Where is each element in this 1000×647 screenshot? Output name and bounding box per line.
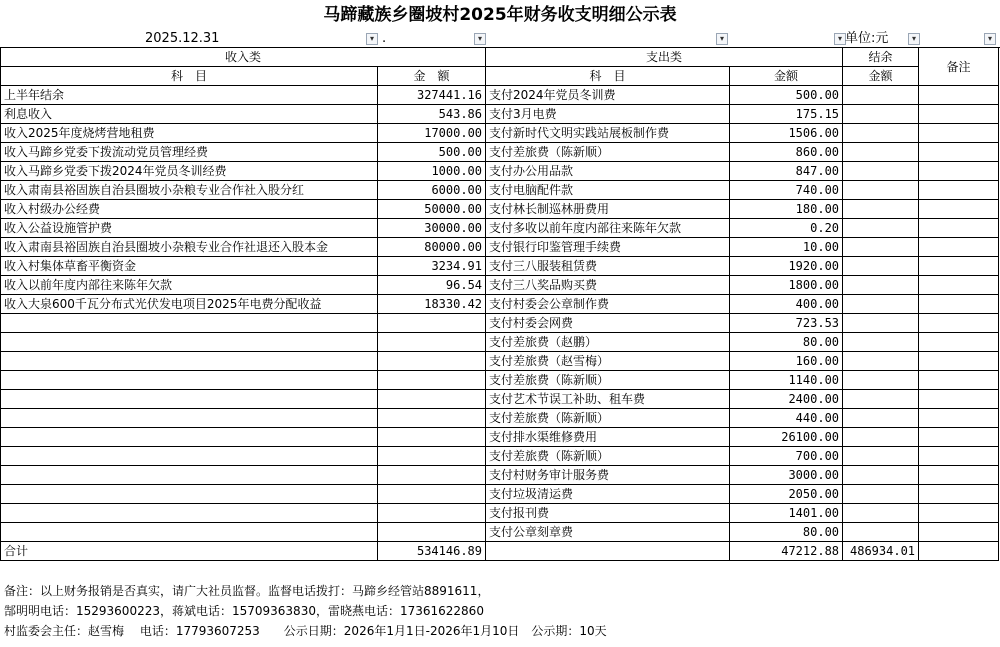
- balance-cell[interactable]: [843, 371, 919, 390]
- income-subject-cell[interactable]: [1, 409, 378, 428]
- table-row: [1, 314, 999, 333]
- expense-subject-cell[interactable]: 支付差旅费（陈新顺）: [486, 409, 730, 428]
- balance-cell[interactable]: [843, 485, 919, 504]
- expense-subject-cell[interactable]: 支付三八奖品购买费: [486, 276, 730, 295]
- expense-amount-cell[interactable]: 80.00: [730, 333, 843, 352]
- expense-subject-cell[interactable]: 支付差旅费（陈新顺）: [486, 447, 730, 466]
- note-line: 郜明明电话：15293600223，蒋斌电话：15709363830，雷晓燕电话：17361622860: [4, 604, 484, 618]
- income-amount-cell[interactable]: [378, 409, 486, 428]
- remark-total[interactable]: [919, 542, 999, 561]
- remark-cell[interactable]: [919, 86, 999, 105]
- expense-amount-cell[interactable]: 180.00: [730, 200, 843, 219]
- balance-cell[interactable]: [843, 447, 919, 466]
- income-amount-cell[interactable]: 96.54: [378, 276, 486, 295]
- income-header: 收入类: [1, 48, 486, 67]
- remark-cell[interactable]: [919, 352, 999, 371]
- income-amount-cell[interactable]: 6000.00: [378, 181, 486, 200]
- income-amount-header: 金 额: [378, 67, 486, 86]
- income-amount-cell[interactable]: [378, 447, 486, 466]
- expense-subject-cell[interactable]: 支付3月电费: [486, 105, 730, 124]
- income-amount-cell[interactable]: 17000.00: [378, 124, 486, 143]
- date-cell: 2025.12.31: [145, 31, 220, 46]
- balance-cell[interactable]: [843, 352, 919, 371]
- table-row: [1, 124, 999, 143]
- table-row: [1, 390, 999, 409]
- remark-cell[interactable]: [919, 276, 999, 295]
- remark-header: 备注: [919, 48, 999, 86]
- expense-amount-cell[interactable]: 740.00: [730, 181, 843, 200]
- income-amount-cell[interactable]: [378, 333, 486, 352]
- expense-amount-cell[interactable]: 1506.00: [730, 124, 843, 143]
- balance-cell[interactable]: [843, 390, 919, 409]
- expense-subject-cell[interactable]: 支付办公用品款: [486, 162, 730, 181]
- chevron-down-icon[interactable]: ▾: [366, 33, 378, 45]
- totals-row: [1, 542, 999, 561]
- note-line: 村监委会主任：赵雪梅 电话：17793607253 公示日期：2026年1月1日-2026年1月10日 公示期：10天: [4, 624, 607, 638]
- unit-cell: 单位:元: [845, 31, 889, 46]
- table-row: [1, 428, 999, 447]
- page-title: 马蹄藏族乡圈坡村2025年财务收支明细公示表: [323, 5, 677, 25]
- income-subject-cell[interactable]: [1, 428, 378, 447]
- remark-cell[interactable]: [919, 314, 999, 333]
- table-row: [1, 371, 999, 390]
- expense-amount-cell[interactable]: 400.00: [730, 295, 843, 314]
- remark-cell[interactable]: [919, 200, 999, 219]
- income-amount-cell[interactable]: 18330.42: [378, 295, 486, 314]
- expense-amount-cell[interactable]: 700.00: [730, 447, 843, 466]
- income-amount-cell[interactable]: [378, 390, 486, 409]
- remark-cell[interactable]: [919, 333, 999, 352]
- expense-amount-cell[interactable]: 860.00: [730, 143, 843, 162]
- expense-subject-header: 科 目: [486, 67, 730, 86]
- table-row: [1, 162, 999, 181]
- expense-subject-cell[interactable]: 支付排水渠维修费用: [486, 428, 730, 447]
- income-subject-cell[interactable]: [1, 352, 378, 371]
- table-row: [1, 523, 999, 542]
- balance-cell[interactable]: [843, 143, 919, 162]
- expense-amount-cell[interactable]: 26100.00: [730, 428, 843, 447]
- table-row: [1, 352, 999, 371]
- expense-amount-header: 金额: [730, 67, 843, 86]
- income-subject-cell[interactable]: [1, 314, 378, 333]
- balance-cell[interactable]: [843, 295, 919, 314]
- income-amount-cell[interactable]: 327441.16: [378, 86, 486, 105]
- income-subject-cell[interactable]: 利息收入: [1, 105, 378, 124]
- expense-subject-cell[interactable]: 支付村财务审计服务费: [486, 466, 730, 485]
- table-row: [1, 200, 999, 219]
- expense-subject-cell[interactable]: 支付银行印鉴管理手续费: [486, 238, 730, 257]
- balance-cell[interactable]: [843, 86, 919, 105]
- balance-cell[interactable]: [843, 466, 919, 485]
- balance-cell[interactable]: [843, 105, 919, 124]
- expense-subject-cell[interactable]: 支付艺术节误工补助、租车费: [486, 390, 730, 409]
- income-amount-cell[interactable]: 500.00: [378, 143, 486, 162]
- expense-subject-cell[interactable]: 支付报刊费: [486, 504, 730, 523]
- expense-subject-cell[interactable]: 支付新时代文明实践站展板制作费: [486, 124, 730, 143]
- balance-cell[interactable]: [843, 238, 919, 257]
- chevron-down-icon[interactable]: ▾: [984, 33, 996, 45]
- expense-subject-cell[interactable]: 支付垃圾清运费: [486, 485, 730, 504]
- table-row: [1, 295, 999, 314]
- remark-cell[interactable]: [919, 409, 999, 428]
- expense-amount-cell[interactable]: 0.20: [730, 219, 843, 238]
- expense-amount-cell[interactable]: 1401.00: [730, 504, 843, 523]
- remark-cell[interactable]: [919, 295, 999, 314]
- remark-cell[interactable]: [919, 181, 999, 200]
- expense-amount-cell[interactable]: 2050.00: [730, 485, 843, 504]
- expense-amount-cell[interactable]: 3000.00: [730, 466, 843, 485]
- remark-cell[interactable]: [919, 238, 999, 257]
- income-subject-cell[interactable]: [1, 390, 378, 409]
- income-amount-cell[interactable]: 30000.00: [378, 219, 486, 238]
- income-amount-cell[interactable]: 50000.00: [378, 200, 486, 219]
- remark-cell[interactable]: [919, 105, 999, 124]
- income-amount-cell[interactable]: [378, 466, 486, 485]
- table-row: [1, 181, 999, 200]
- balance-cell[interactable]: [843, 409, 919, 428]
- balance-cell[interactable]: [843, 257, 919, 276]
- expense-subject-cell[interactable]: 支付三八服装租赁费: [486, 257, 730, 276]
- balance-cell[interactable]: [843, 181, 919, 200]
- expense-subject-cell[interactable]: 支付差旅费（陈新顺）: [486, 371, 730, 390]
- expense-subject-cell[interactable]: 支付多收以前年度内部往来陈年欠款: [486, 219, 730, 238]
- income-subject-header: 科 目: [1, 67, 378, 86]
- chevron-down-icon[interactable]: ▾: [474, 33, 486, 45]
- income-subject-cell[interactable]: 收入村级办公经费: [1, 200, 378, 219]
- expense-subject-cell[interactable]: 支付村委会公章制作费: [486, 295, 730, 314]
- income-subject-cell[interactable]: 收入马蹄乡党委下拨2024年党员冬训经费: [1, 162, 378, 181]
- table-row: [1, 238, 999, 257]
- balance-cell[interactable]: [843, 162, 919, 181]
- expense-amount-cell[interactable]: 80.00: [730, 523, 843, 542]
- balance-cell[interactable]: [843, 523, 919, 542]
- balance-cell[interactable]: [843, 200, 919, 219]
- remark-cell[interactable]: [919, 466, 999, 485]
- remark-cell[interactable]: [919, 523, 999, 542]
- table-row: [1, 466, 999, 485]
- remark-cell[interactable]: [919, 485, 999, 504]
- table-row: [1, 504, 999, 523]
- income-amount-cell[interactable]: [378, 428, 486, 447]
- remark-cell[interactable]: [919, 143, 999, 162]
- table-row: [1, 447, 999, 466]
- table-row: [1, 276, 999, 295]
- income-amount-cell[interactable]: 543.86: [378, 105, 486, 124]
- expense-amount-cell[interactable]: 10.00: [730, 238, 843, 257]
- income-subject-cell[interactable]: 收入以前年度内部往来陈年欠款: [1, 276, 378, 295]
- expense-amount-cell[interactable]: 2400.00: [730, 390, 843, 409]
- income-subject-cell[interactable]: [1, 447, 378, 466]
- chevron-down-icon[interactable]: ▾: [834, 33, 846, 45]
- income-subject-cell[interactable]: 上半年结余: [1, 86, 378, 105]
- table-row: [1, 409, 999, 428]
- income-amount-cell[interactable]: 1000.00: [378, 162, 486, 181]
- expense-subject-cell[interactable]: 支付差旅费（赵雪梅）: [486, 352, 730, 371]
- income-subject-cell[interactable]: 收入肃南县裕固族自治县圈坡小杂粮专业合作社退还入股本金: [1, 238, 378, 257]
- expense-total[interactable]: 47212.88: [730, 542, 843, 561]
- remark-cell[interactable]: [919, 447, 999, 466]
- income-amount-cell[interactable]: [378, 485, 486, 504]
- expense-subject-cell[interactable]: 支付差旅费（陈新顺）: [486, 143, 730, 162]
- finance-table: [0, 47, 999, 561]
- expense-amount-cell[interactable]: 1920.00: [730, 257, 843, 276]
- balance-total[interactable]: 486934.01: [843, 542, 919, 561]
- expense-header: 支出类: [486, 48, 843, 67]
- table-row: [1, 86, 999, 105]
- income-subject-cell[interactable]: [1, 504, 378, 523]
- income-total[interactable]: 534146.89: [378, 542, 486, 561]
- income-subject-cell[interactable]: [1, 333, 378, 352]
- income-subject-cell[interactable]: 收入公益设施管护费: [1, 219, 378, 238]
- income-amount-cell[interactable]: [378, 504, 486, 523]
- expense-subject-cell[interactable]: 支付村委会网费: [486, 314, 730, 333]
- table-row: [1, 105, 999, 124]
- filter-row: [0, 30, 1000, 48]
- balance-cell[interactable]: [843, 504, 919, 523]
- balance-cell[interactable]: [843, 276, 919, 295]
- balance-amount-header: 金额: [843, 67, 919, 86]
- income-subject-cell[interactable]: [1, 466, 378, 485]
- balance-cell[interactable]: [843, 219, 919, 238]
- expense-subject-cell[interactable]: 支付公章刻章费: [486, 523, 730, 542]
- remark-cell[interactable]: [919, 428, 999, 447]
- income-subject-cell[interactable]: [1, 523, 378, 542]
- income-amount-cell[interactable]: [378, 371, 486, 390]
- income-subject-cell[interactable]: 收入村集体草畜平衡资金: [1, 257, 378, 276]
- income-amount-cell[interactable]: [378, 523, 486, 542]
- expense-total-blank[interactable]: [486, 542, 730, 561]
- table-row: [1, 257, 999, 276]
- table-row: [1, 219, 999, 238]
- expense-amount-cell[interactable]: 175.15: [730, 105, 843, 124]
- income-subject-cell[interactable]: 收入肃南县裕固族自治县圈坡小杂粮专业合作社入股分红: [1, 181, 378, 200]
- table-row: [1, 143, 999, 162]
- table-row: [1, 485, 999, 504]
- expense-amount-cell[interactable]: 440.00: [730, 409, 843, 428]
- balance-cell[interactable]: [843, 314, 919, 333]
- expense-amount-cell[interactable]: 1140.00: [730, 371, 843, 390]
- expense-amount-cell[interactable]: 160.00: [730, 352, 843, 371]
- chevron-down-icon[interactable]: ▾: [716, 33, 728, 45]
- remark-cell[interactable]: [919, 371, 999, 390]
- income-subject-cell[interactable]: 收入大泉600千瓦分布式光伏发电项目2025年电费分配收益: [1, 295, 378, 314]
- table-row: [1, 333, 999, 352]
- balance-cell[interactable]: [843, 124, 919, 143]
- remark-cell[interactable]: [919, 124, 999, 143]
- income-amount-cell[interactable]: [378, 314, 486, 333]
- dot-cell: .: [382, 31, 387, 46]
- income-subject-cell[interactable]: [1, 485, 378, 504]
- expense-amount-cell[interactable]: 1800.00: [730, 276, 843, 295]
- income-amount-cell[interactable]: [378, 352, 486, 371]
- remark-cell[interactable]: [919, 390, 999, 409]
- income-subject-cell[interactable]: 收入马蹄乡党委下拨流动党员管理经费: [1, 143, 378, 162]
- remark-cell[interactable]: [919, 504, 999, 523]
- income-subject-cell[interactable]: [1, 371, 378, 390]
- expense-amount-cell[interactable]: 723.53: [730, 314, 843, 333]
- chevron-down-icon[interactable]: ▾: [908, 33, 920, 45]
- totals-label[interactable]: 合计: [1, 542, 378, 561]
- income-subject-cell[interactable]: 收入2025年度烧烤营地租费: [1, 124, 378, 143]
- balance-header: 结余: [843, 48, 919, 67]
- balance-cell[interactable]: [843, 428, 919, 447]
- remark-cell[interactable]: [919, 219, 999, 238]
- expense-subject-cell[interactable]: 支付电脑配件款: [486, 181, 730, 200]
- expense-subject-cell[interactable]: 支付林长制巡林册费用: [486, 200, 730, 219]
- expense-amount-cell[interactable]: 847.00: [730, 162, 843, 181]
- income-amount-cell[interactable]: 80000.00: [378, 238, 486, 257]
- expense-subject-cell[interactable]: 支付差旅费（赵鹏）: [486, 333, 730, 352]
- balance-cell[interactable]: [843, 333, 919, 352]
- remark-cell[interactable]: [919, 257, 999, 276]
- income-amount-cell[interactable]: 3234.91: [378, 257, 486, 276]
- note-line: 备注：以上财务报销是否真实，请广大社员监督。监督电话拨打：马蹄乡经管站8891611，: [4, 584, 490, 598]
- expense-subject-cell[interactable]: 支付2024年党员冬训费: [486, 86, 730, 105]
- expense-amount-cell[interactable]: 500.00: [730, 86, 843, 105]
- remark-cell[interactable]: [919, 162, 999, 181]
